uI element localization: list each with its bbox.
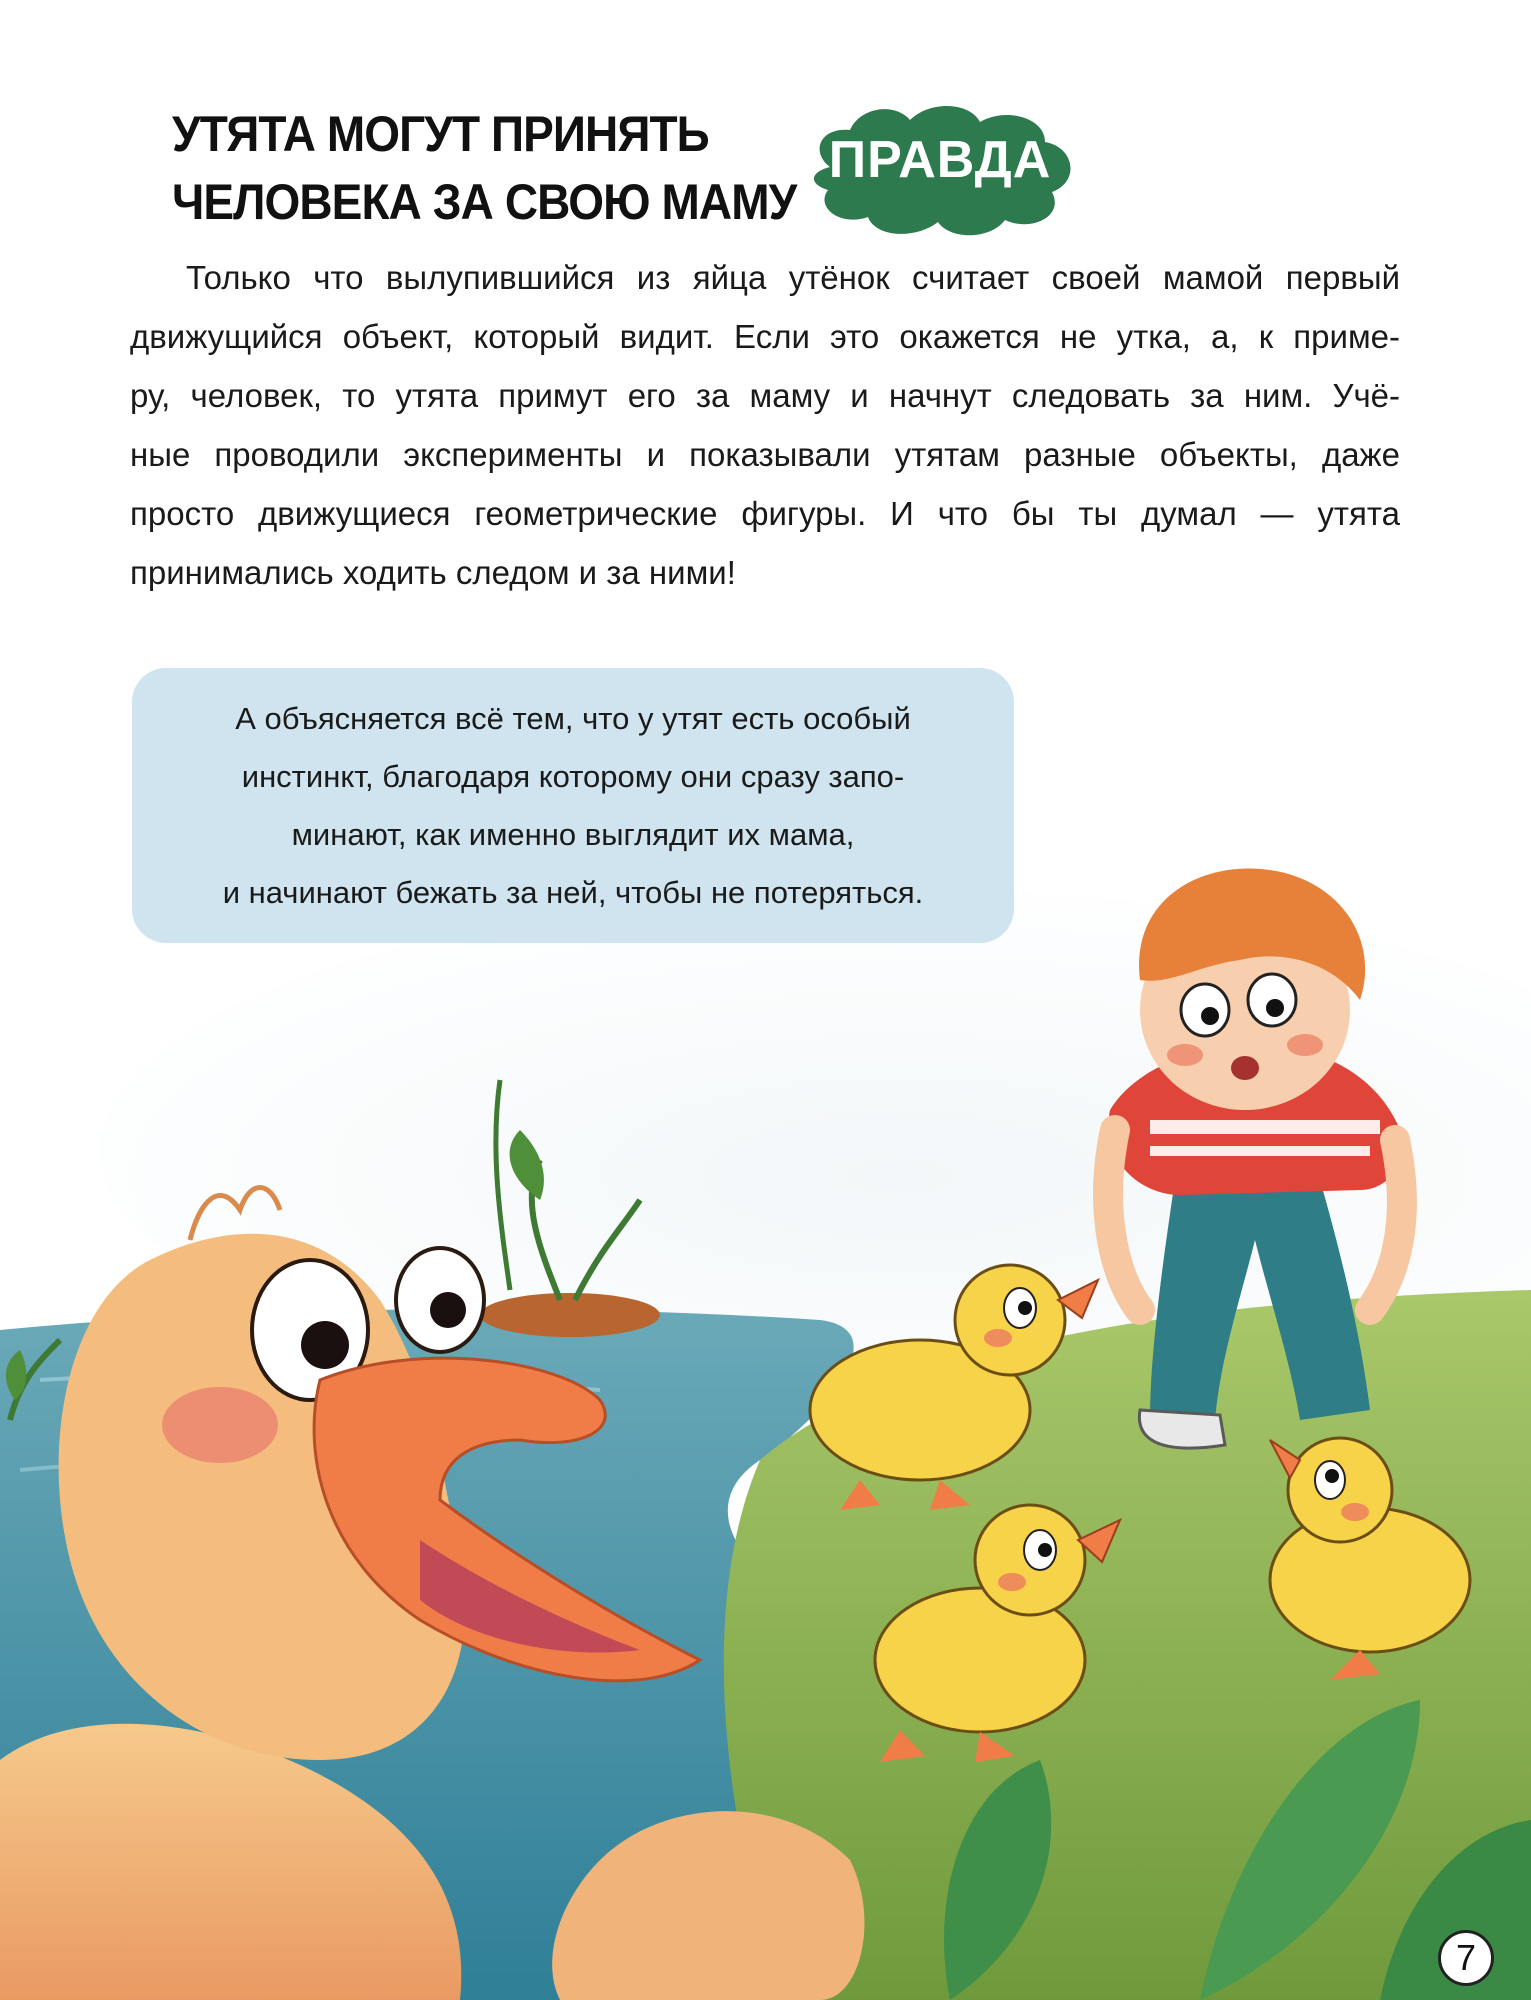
title-line: УТЯТА МОГУТ ПРИНЯТЬ (172, 106, 709, 162)
verdict-label: ПРАВДА (828, 131, 1052, 189)
shirt-stripe (1150, 1120, 1380, 1134)
page-title (172, 100, 797, 236)
info-callout (132, 668, 1014, 943)
title-line: ЧЕЛОВЕКА ЗА СВОЮ МАМУ (172, 174, 797, 230)
body-line: ру, человек, то утята примут его за маму и начнут следовать за ним. Учё- (130, 377, 1400, 414)
callout-line: инстинкт, благодаря которому они сразу запо- (241, 759, 905, 794)
boy-cheek (1167, 1044, 1203, 1066)
body-line: движущийся объект, который видит. Если это окажется не утка, а, к приме- (130, 318, 1400, 355)
info-callout-text (132, 690, 1014, 922)
callout-line: минают, как именно выглядит их мама, (291, 817, 855, 852)
shirt-stripe (1150, 1146, 1370, 1156)
callout-line: и начинают бежать за ней, чтобы не потеряться. (222, 875, 924, 910)
boy-mouth (1231, 1056, 1259, 1080)
body-line: Только что вылупившийся из яйца утёнок считает своей мамой первый (186, 259, 1400, 296)
body-paragraph (130, 248, 1400, 602)
page-number: 7 (1438, 1930, 1494, 1986)
duck-cheek (162, 1387, 278, 1463)
body-line: принимались ходить следом и за ними! (130, 554, 736, 591)
verdict-badge (790, 92, 1090, 242)
body-line: ные проводили эксперименты и показывали утятам разные объекты, даже (130, 436, 1400, 473)
islet (480, 1293, 660, 1337)
boy-cheek (1287, 1034, 1323, 1056)
callout-line: А объясняется всё тем, что у утят есть особый (235, 701, 911, 736)
body-line: просто движущиеся геометрические фигуры. И что бы ты думал — утята (130, 495, 1400, 532)
